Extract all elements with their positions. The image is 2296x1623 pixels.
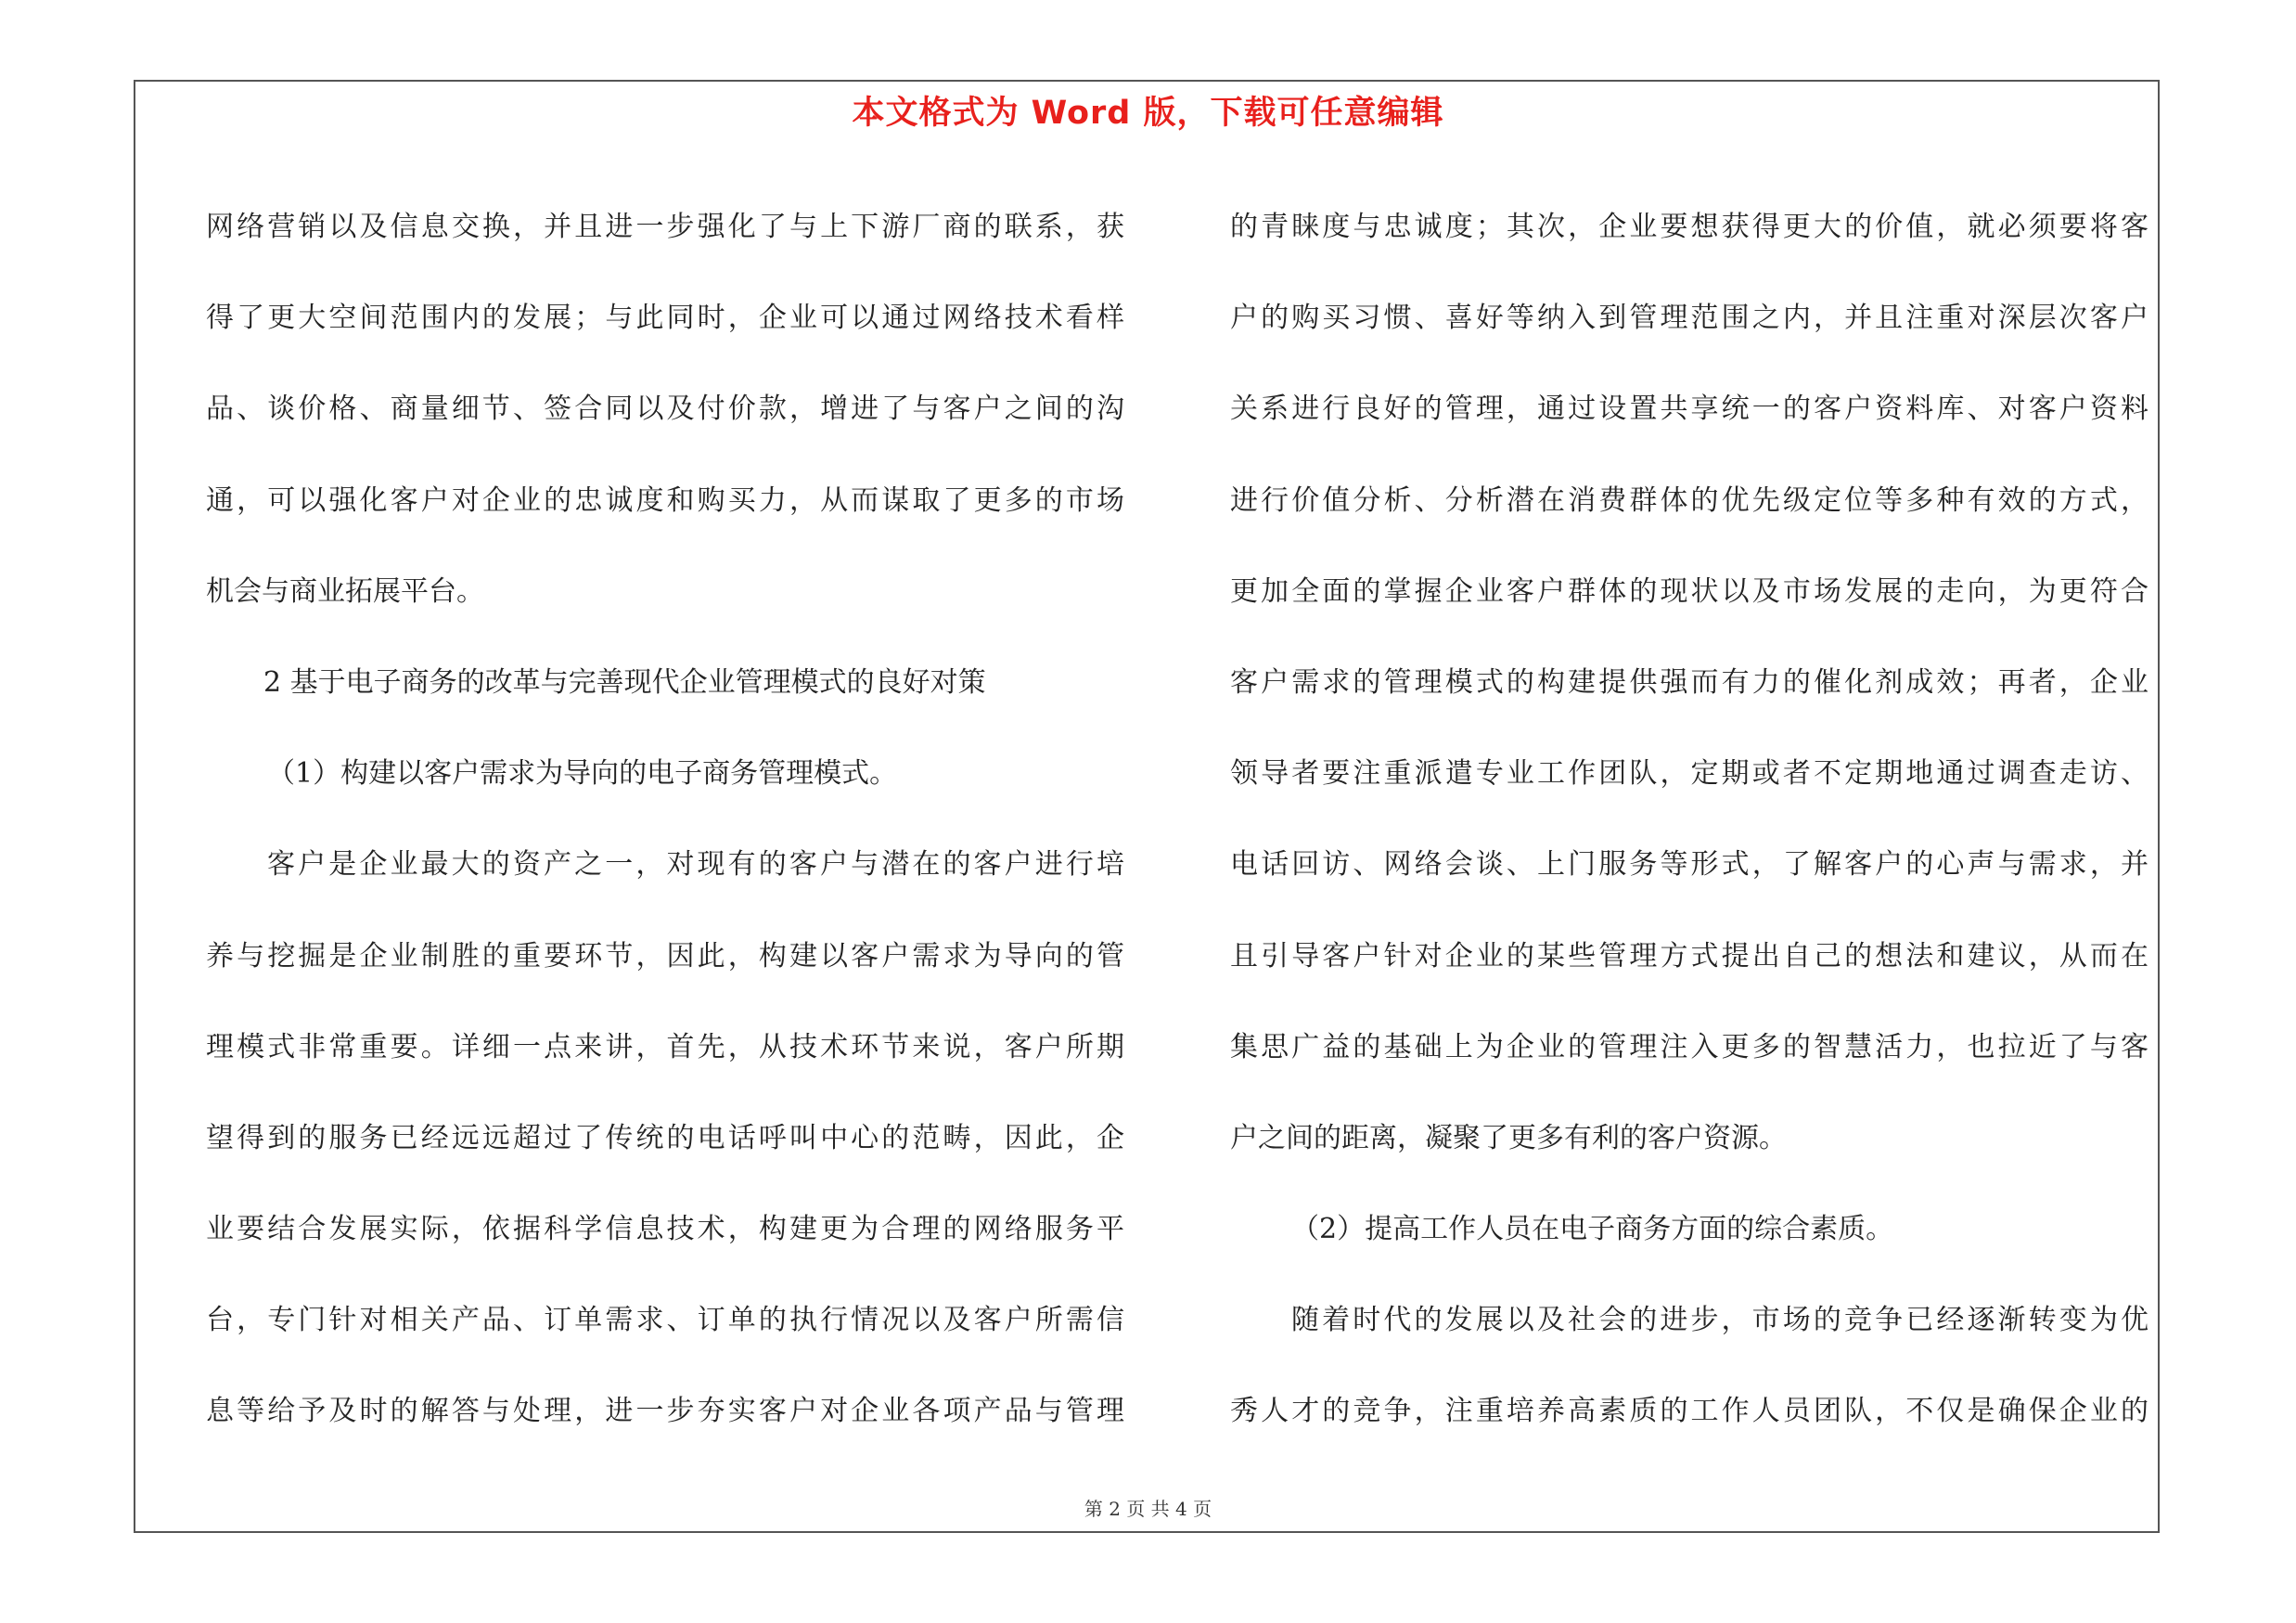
body-line: 网络营销以及信息交换，并且进一步强化了与上下游厂商的联系，获 [206, 211, 1124, 243]
paragraph-start-line: 随着时代的发展以及社会的进步，市场的竞争已经逐渐转变为优 [1291, 1304, 2148, 1337]
body-line: 集思广益的基础上为企业的管理注入更多的智慧活力，也拉近了与客 [1230, 1030, 2148, 1063]
body-line: 秀人才的竞争，注重培养高素质的工作人员团队，不仅是确保企业的 [1230, 1395, 2148, 1428]
body-line: 关系进行良好的管理，通过设置共享统一的客户资料库、对客户资料 [1230, 393, 2148, 426]
body-line: 机会与商业拓展平台。 [206, 574, 484, 608]
body-line: 台，专门针对相关产品、订单需求、订单的执行情况以及客户所需信 [206, 1304, 1124, 1337]
body-line: 领导者要注重派遣专业工作团队，定期或者不定期地通过调查走访、 [1230, 757, 2148, 791]
body-line: 且引导客户针对企业的某些管理方式提出自己的想法和建议，从而在 [1230, 939, 2148, 973]
body-line: 更加全面的掌握企业客户群体的现状以及市场发展的走向，为更符合 [1230, 574, 2148, 608]
body-line: 户之间的距离，凝聚了更多有利的客户资源。 [1230, 1121, 1787, 1154]
page-number-footer: 第 2 页 共 4 页 [1084, 1498, 1212, 1520]
body-line: 得了更大空间范围内的发展；与此同时，企业可以通过网络技术看样 [206, 302, 1124, 335]
subsection-heading: （1）构建以客户需求为导向的电子商务管理模式。 [267, 757, 898, 791]
body-line: 息等给予及时的解答与处理，进一步夯实客户对企业各项产品与管理 [206, 1395, 1124, 1428]
body-line: 电话回访、网络会谈、上门服务等形式，了解客户的心声与需求，并 [1230, 848, 2148, 882]
right-column [1230, 182, 2148, 1458]
body-line: 户的购买习惯、喜好等纳入到管理范围之内，并且注重对深层次客户 [1230, 302, 2148, 335]
left-column [206, 182, 1124, 1458]
body-line: 业要结合发展实际，依据科学信息技术，构建更为合理的网络服务平 [206, 1213, 1124, 1246]
section-heading: 2 基于电子商务的改革与完善现代企业管理模式的良好对策 [263, 665, 986, 699]
body-line: 客户需求的管理模式的构建提供强而有力的催化剂成效；再者，企业 [1230, 665, 2148, 699]
body-line: 望得到的服务已经远远超过了传统的电话呼叫中心的范畴，因此，企 [206, 1121, 1124, 1154]
paragraph-start-line: 客户是企业最大的资产之一，对现有的客户与潜在的客户进行培 [267, 848, 1124, 882]
body-line: 进行价值分析、分析潜在消费群体的优先级定位等多种有效的方式， [1230, 483, 2148, 517]
subsection-heading: （2）提高工作人员在电子商务方面的综合素质。 [1291, 1213, 1894, 1246]
format-banner: 本文格式为 Word 版，下载可任意编辑 [852, 95, 1444, 132]
body-line: 通，可以强化客户对企业的忠诚度和购买力，从而谋取了更多的市场 [206, 483, 1124, 517]
body-line: 养与挖掘是企业制胜的重要环节，因此，构建以客户需求为导向的管 [206, 939, 1124, 973]
body-line: 品、谈价格、商量细节、签合同以及付价款，增进了与客户之间的沟 [206, 393, 1124, 426]
body-line: 理模式非常重要。详细一点来讲，首先，从技术环节来说，客户所期 [206, 1030, 1124, 1063]
body-line: 的青睐度与忠诚度；其次，企业要想获得更大的价值，就必须要将客 [1230, 211, 2148, 243]
